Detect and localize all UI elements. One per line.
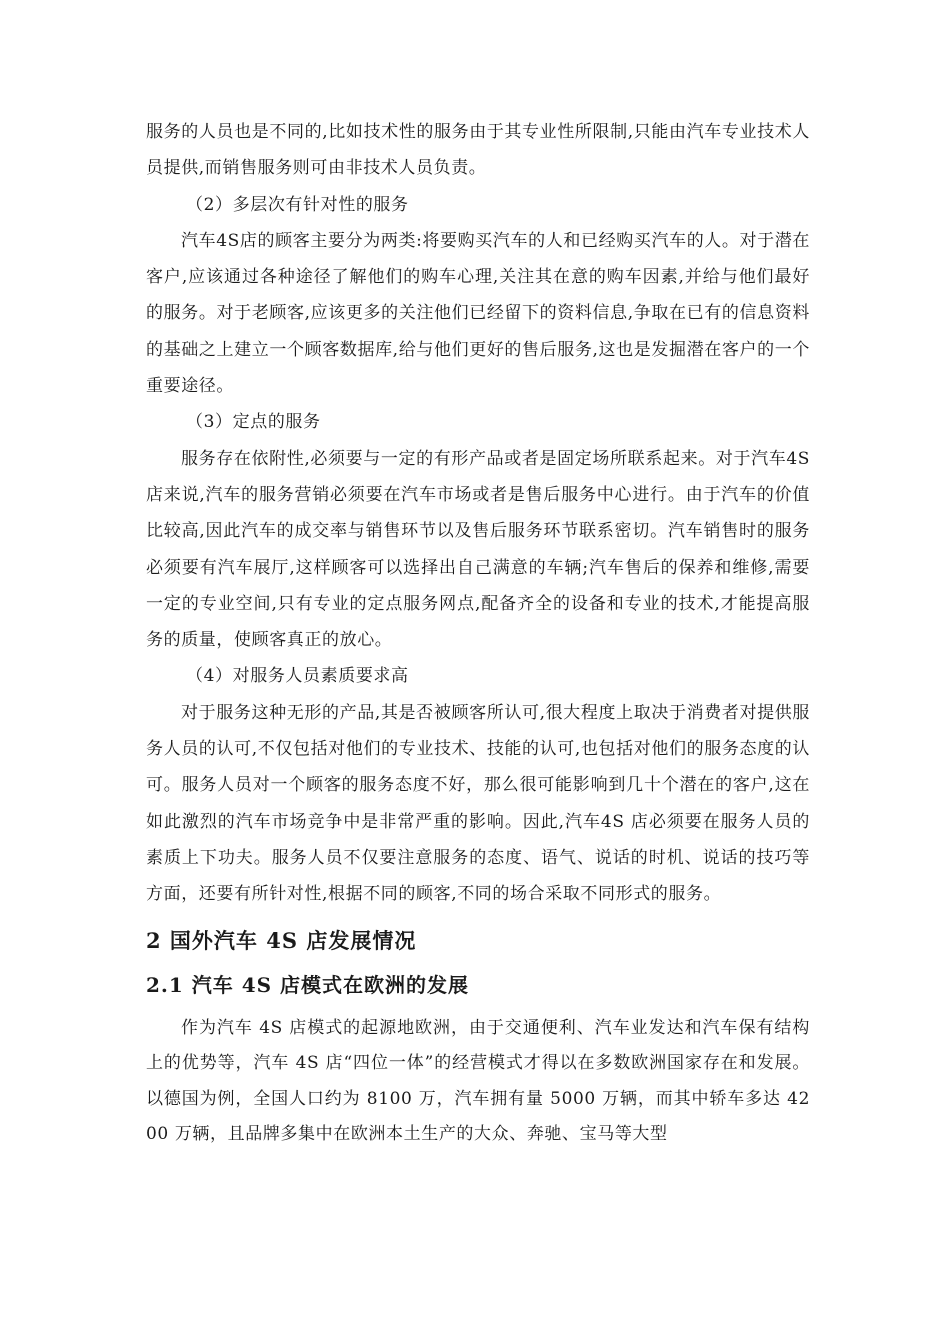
paragraph-dependency: 服务存在依附性,必须要与一定的有形产品或者是固定场所联系起来。对于汽车4S店来说,汽车的服务营销必须要在汽车市场或者是售后服务中心进行。由于汽车的价值比较高,因此汽车的成交率与销售环节以及售后服务环节联系密切。汽车销售时的服务必须要有汽车展厅,这样顾客可以选择出自己满意的车辆;汽车售后的保养和维修,需要一定的专业空间,只有专业的定点服务网点,配备齐全的设备和专业的技术,才能提高服务的质量，使顾客真正的放心。 xyxy=(146,448,810,651)
subsection-heading-2-1: 2.1 汽车 4S 店模式在欧洲的发展 xyxy=(146,972,470,997)
paragraph-staff-recognition: 对于服务这种无形的产品,其是否被顾客所认可,很大程度上取决于消费者对提供服务人员的认可,不仅包括对他们的专业技术、技能的认可,也包括对他们的服务态度的认可。服务人员对一个顾客的服务态度不好，那么很可能影响到几十个潜在的客户,这在如此激烈的汽车市场竞争中是非常严重的影响。因此,汽车4S 店必须要在服务人员的素质上下功夫。服务人员不仅要注意服务的态度、语气、说话的时机、说话的技巧等方面，还要有所针对性,根据不同的顾客,不同的场合采取不同形式的服务。 xyxy=(146,702,810,905)
paragraph-europe-origin: 作为汽车 4S 店模式的起源地欧洲，由于交通便利、汽车业发达和汽车保有结构上的优势等，汽车 4S 店“四位一体”的经营模式才得以在多数欧洲国家存在和发展。以德国为例，全国人口约为 8100 万，汽车拥有量 5000 万辆，而其中轿车多达 4200 万辆，且品牌多集中在欧洲本土生产的大众、奔驰、宝马等大型 xyxy=(146,1017,810,1145)
paragraph-customer-types: 汽车4S店的顾客主要分为两类:将要购买汽车的人和已经购买汽车的人。对于潜在客户,应该通过各种途径了解他们的购车心理,关注其在意的购车因素,并给与他们最好的服务。对于老顾客,应该更多的关注他们已经留下的资料信息,争取在已有的信息资料的基础之上建立一个顾客数据库,给与他们更好的售后服务,这也是发掘潜在客户的一个重要途径。 xyxy=(146,230,811,397)
section-heading-2: 2 国外汽车 4S 店发展情况 xyxy=(146,927,417,953)
list-item-multilevel-service: （2）多层次有针对性的服务 xyxy=(186,194,409,215)
list-item-fixed-point-service: （3）定点的服务 xyxy=(186,412,321,433)
paragraph-service-staff: 服务的人员也是不同的,比如技术性的服务由于其专业性所限制,只能由汽车专业技术人员提供,而销售服务则可由非技术人员负责。 xyxy=(146,122,810,179)
document-body xyxy=(146,114,810,1153)
list-item-staff-quality: （4）对服务人员素质要求高 xyxy=(186,666,409,687)
